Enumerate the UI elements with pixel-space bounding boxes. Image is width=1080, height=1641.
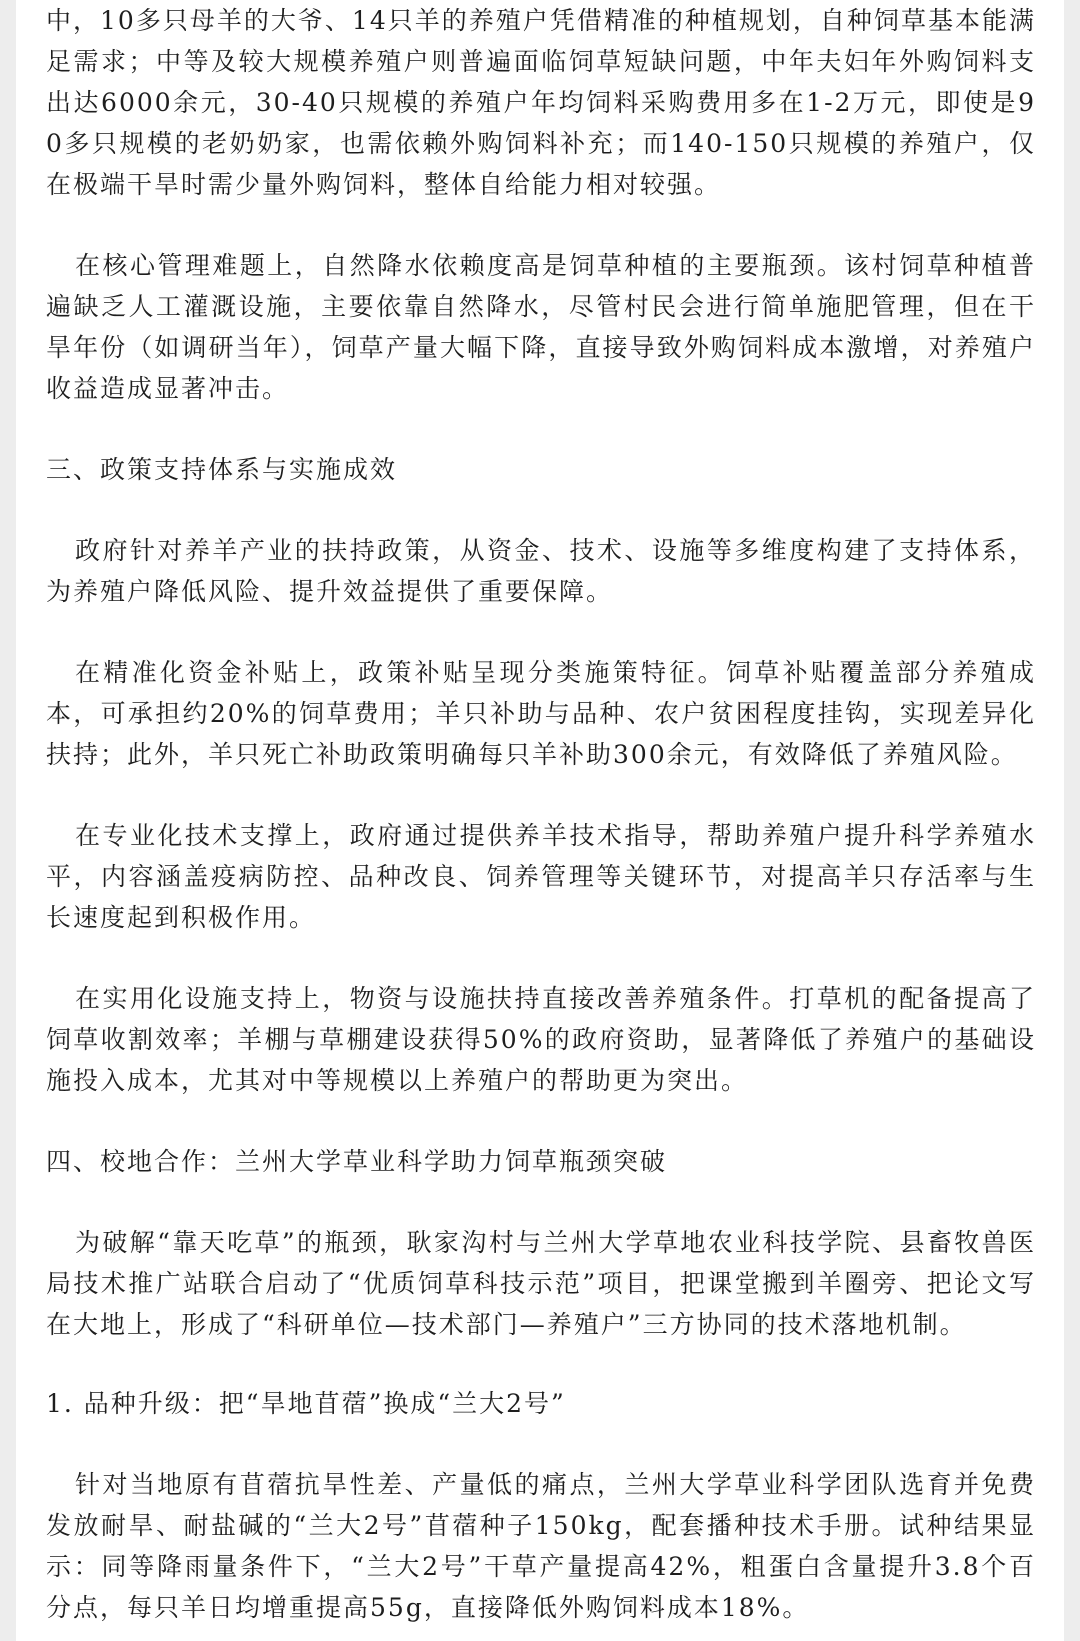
paragraph-intro: 中，10多只母羊的大爷、14只羊的养殖户凭借精准的种植规划，自种饲草基本能满足需求；中等及较大规模养殖户则普遍面临饲草短缺问题，中年夫妇年外购饲料支出达6000余元，30-40只规模的养殖户年均饲料采购费用多在1-2万元，即使是90多只规模的老奶奶家，也需依赖外购饲料补充；而140-150只规模的养殖户，仅在极端干旱时需少量外购饲料，整体自给能力相对较强。 [46,6,1036,199]
paragraph-cooperation: 为破解“靠天吃草”的瓶颈，耿家沟村与兰州大学草地农业科技学院、县畜牧兽医局技术推广站联合启动了“优质饲草科技示范”项目，把课堂搬到羊圈旁、把论文写在大地上，形成了“科研单位—技术部门—养殖户”三方协同的技术落地机制。 [46,1228,1036,1339]
section-heading-policy: 三、政策支持体系与实施成效 [46,455,398,484]
subheading-variety-upgrade: 1. 品种升级：把“旱地苜蓿”换成“兰大2号” [46,1389,566,1418]
document-page [16,0,1064,1641]
paragraph-variety-upgrade: 针对当地原有苜蓿抗旱性差、产量低的痛点，兰州大学草业科学团队选育并免费发放耐旱、耐盐碱的“兰大2号”苜蓿种子150kg，配套播种技术手册。试种结果显示：同等降雨量条件下，“兰大2号”干草产量提高42%，粗蛋白含量提升3.8个百分点，每只羊日均增重提高55g，直接降低外购饲料成本18%。 [46,1470,1036,1622]
document-content [46,0,1036,1628]
section-heading-cooperation: 四、校地合作：兰州大学草业科学助力饲草瓶颈突破 [46,1147,668,1176]
paragraph-technical-support: 在专业化技术支撑上，政府通过提供养羊技术指导，帮助养殖户提升科学养殖水平，内容涵盖疫病防控、品种改良、饲养管理等关键环节，对提高羊只存活率与生长速度起到积极作用。 [46,821,1036,932]
paragraph-policy-overview: 政府针对养羊产业的扶持政策，从资金、技术、设施等多维度构建了支持体系，为养殖户降低风险、提升效益提供了重要保障。 [46,536,1036,606]
paragraph-core-difficulty: 在核心管理难题上，自然降水依赖度高是饲草种植的主要瓶颈。该村饲草种植普遍缺乏人工灌溉设施，主要依靠自然降水，尽管村民会进行简单施肥管理，但在干旱年份（如调研当年），饲草产量大幅下降，直接导致外购饲料成本激增，对养殖户收益造成显著冲击。 [46,251,1036,403]
paragraph-subsidy: 在精准化资金补贴上，政策补贴呈现分类施策特征。饲草补贴覆盖部分养殖成本，可承担约20%的饲草费用；羊只补助与品种、农户贫困程度挂钩，实现差异化扶持；此外，羊只死亡补助政策明确每只羊补助300余元，有效降低了养殖风险。 [46,658,1036,769]
paragraph-facility-support: 在实用化设施支持上，物资与设施扶持直接改善养殖条件。打草机的配备提高了饲草收割效率；羊棚与草棚建设获得50%的政府资助，显著降低了养殖户的基础设施投入成本，尤其对中等规模以上养殖户的帮助更为突出。 [46,984,1036,1095]
